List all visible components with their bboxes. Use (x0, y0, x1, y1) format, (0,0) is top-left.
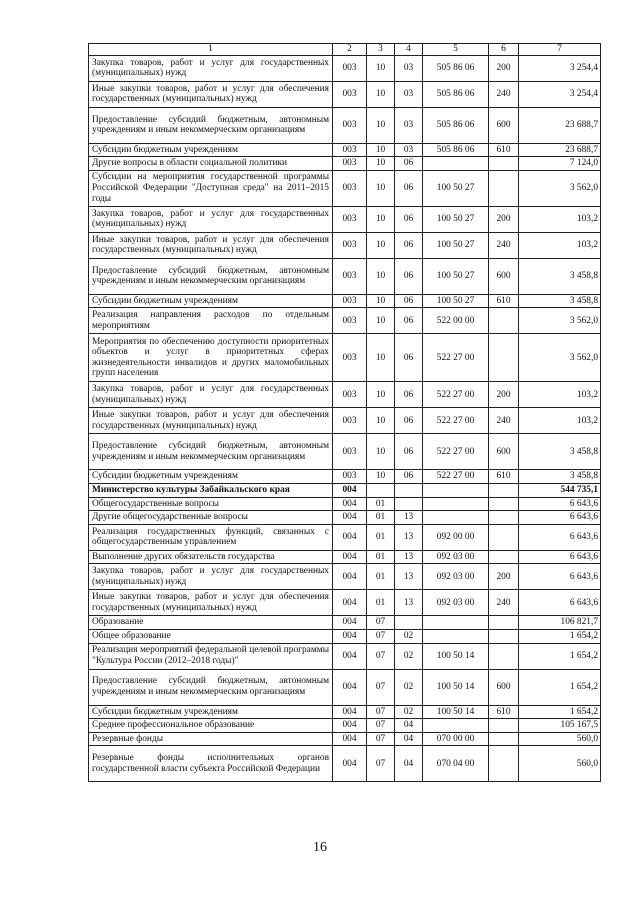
expense-type-code (489, 334, 519, 382)
subsection-code (395, 483, 423, 497)
row-name: Закупка товаров, работ и услуг для государственных (муниципальных) нужд (89, 55, 333, 81)
section-code (367, 483, 395, 497)
amount: 7 124,0 (519, 157, 601, 171)
ministry-code: 003 (333, 434, 367, 470)
expense-type-code: 240 (489, 232, 519, 258)
target-article-code: 092 03 00 (423, 550, 489, 564)
section-code: 07 (367, 643, 395, 669)
target-article-code: 100 50 14 (423, 643, 489, 669)
amount: 3 458,8 (519, 470, 601, 484)
amount: 1 654,2 (519, 643, 601, 669)
amount: 23 688,7 (519, 143, 601, 157)
row-name: Иные закупки товаров, работ и услуг для обеспечения государственных (муниципальных) нужд (89, 81, 333, 107)
section-code: 07 (367, 616, 395, 630)
target-article-code: 505 86 06 (423, 55, 489, 81)
subsection-code: 13 (395, 511, 423, 525)
ministry-code: 003 (333, 143, 367, 157)
amount: 560,0 (519, 732, 601, 746)
row-name: Предоставление субсидий бюджетным, автономным учреждениям и иным некоммерческим организациям (89, 258, 333, 294)
section-code: 10 (367, 157, 395, 171)
table-row (89, 434, 601, 470)
amount: 1 654,2 (519, 705, 601, 719)
table-row (89, 408, 601, 434)
expense-type-code (489, 746, 519, 782)
amount: 103,2 (519, 408, 601, 434)
table-row (89, 669, 601, 705)
amount: 1 654,2 (519, 669, 601, 705)
expense-type-code (489, 524, 519, 550)
expense-type-code (489, 643, 519, 669)
ministry-code: 003 (333, 408, 367, 434)
subsection-code: 06 (395, 408, 423, 434)
expense-type-code: 600 (489, 434, 519, 470)
table-row (89, 55, 601, 81)
row-name: Закупка товаров, работ и услуг для государственных (муниципальных) нужд (89, 206, 333, 232)
amount: 106 821,7 (519, 616, 601, 630)
section-code: 10 (367, 81, 395, 107)
table-row (89, 746, 601, 782)
expense-type-code: 600 (489, 107, 519, 143)
subsection-code: 03 (395, 143, 423, 157)
target-article-code: 100 50 27 (423, 206, 489, 232)
page-number: 16 (313, 840, 327, 855)
row-name: Закупка товаров, работ и услуг для государственных (муниципальных) нужд (89, 382, 333, 408)
budget-table (88, 43, 601, 782)
section-code: 10 (367, 470, 395, 484)
ministry-code: 004 (333, 705, 367, 719)
table-row (89, 550, 601, 564)
section-code: 10 (367, 382, 395, 408)
target-article-code (423, 483, 489, 497)
ministry-code: 003 (333, 206, 367, 232)
row-name: Иные закупки товаров, работ и услуг для обеспечения государственных (муниципальных) нужд (89, 232, 333, 258)
target-article-code: 522 27 00 (423, 434, 489, 470)
table-row (89, 308, 601, 334)
ministry-code: 004 (333, 732, 367, 746)
subsection-code: 06 (395, 308, 423, 334)
section-code: 10 (367, 408, 395, 434)
section-code: 10 (367, 434, 395, 470)
column-header-7: 7 (519, 44, 601, 56)
target-article-code (423, 511, 489, 525)
table-row (89, 81, 601, 107)
row-name: Субсидии бюджетным учреждениям (89, 294, 333, 308)
row-name: Реализация мероприятий федеральной целевой программы "Культура России (2012–2018 годы)" (89, 643, 333, 669)
amount: 3 562,0 (519, 170, 601, 206)
expense-type-code: 200 (489, 564, 519, 590)
subsection-code: 06 (395, 258, 423, 294)
amount: 1 654,2 (519, 629, 601, 643)
section-code: 10 (367, 170, 395, 206)
row-name: Закупка товаров, работ и услуг для государственных (муниципальных) нужд (89, 564, 333, 590)
row-name: Министерство культуры Забайкальского края (89, 483, 333, 497)
section-code: 10 (367, 294, 395, 308)
column-header-5: 5 (423, 44, 489, 56)
section-code: 01 (367, 550, 395, 564)
expense-type-code: 200 (489, 206, 519, 232)
expense-type-code: 610 (489, 470, 519, 484)
table-row (89, 511, 601, 525)
target-article-code: 522 27 00 (423, 470, 489, 484)
subsection-code: 04 (395, 732, 423, 746)
section-code: 07 (367, 746, 395, 782)
subsection-code: 13 (395, 550, 423, 564)
subsection-code: 06 (395, 170, 423, 206)
ministry-code: 004 (333, 669, 367, 705)
row-name: Предоставление субсидий бюджетным, автономным учреждениям и иным некоммерческим организациям (89, 107, 333, 143)
ministry-code: 004 (333, 511, 367, 525)
expense-type-code (489, 308, 519, 334)
expense-type-code (489, 483, 519, 497)
subsection-code: 03 (395, 107, 423, 143)
row-name: Субсидии бюджетным учреждениям (89, 705, 333, 719)
target-article-code (423, 616, 489, 630)
section-code: 10 (367, 206, 395, 232)
ministry-code: 004 (333, 550, 367, 564)
table-row (89, 157, 601, 171)
target-article-code: 092 03 00 (423, 590, 489, 616)
table-row (89, 232, 601, 258)
column-header-3: 3 (367, 44, 395, 56)
amount: 6 643,6 (519, 564, 601, 590)
ministry-code: 003 (333, 382, 367, 408)
column-header-6: 6 (489, 44, 519, 56)
section-code: 07 (367, 732, 395, 746)
section-code: 10 (367, 232, 395, 258)
target-article-code: 522 27 00 (423, 334, 489, 382)
subsection-code: 13 (395, 564, 423, 590)
amount: 6 643,6 (519, 550, 601, 564)
subsection-code (395, 616, 423, 630)
ministry-code: 003 (333, 470, 367, 484)
target-article-code: 100 50 27 (423, 258, 489, 294)
table-row (89, 629, 601, 643)
subsection-code: 06 (395, 294, 423, 308)
column-header-2: 2 (333, 44, 367, 56)
subsection-code: 04 (395, 719, 423, 733)
section-code: 10 (367, 308, 395, 334)
amount: 6 643,6 (519, 497, 601, 511)
ministry-code: 003 (333, 294, 367, 308)
expense-type-code: 200 (489, 55, 519, 81)
section-code: 10 (367, 55, 395, 81)
section-code: 01 (367, 524, 395, 550)
row-name: Субсидии бюджетным учреждениям (89, 470, 333, 484)
section-code: 01 (367, 564, 395, 590)
ministry-code: 004 (333, 719, 367, 733)
row-name: Образование (89, 616, 333, 630)
target-article-code: 522 27 00 (423, 408, 489, 434)
subsection-code: 13 (395, 590, 423, 616)
table-row (89, 705, 601, 719)
table-row (89, 107, 601, 143)
table-row (89, 143, 601, 157)
expense-type-code (489, 629, 519, 643)
target-article-code: 092 00 00 (423, 524, 489, 550)
ministry-code: 003 (333, 232, 367, 258)
expense-type-code (489, 170, 519, 206)
ministry-code: 004 (333, 564, 367, 590)
target-article-code: 070 04 00 (423, 746, 489, 782)
row-name: Реализация государственных функций, связанных с общегосударственным управлением (89, 524, 333, 550)
expense-type-code: 600 (489, 669, 519, 705)
table-row (89, 616, 601, 630)
target-article-code: 100 50 27 (423, 170, 489, 206)
amount: 103,2 (519, 232, 601, 258)
ministry-code: 004 (333, 483, 367, 497)
expense-type-code (489, 732, 519, 746)
section-code: 07 (367, 629, 395, 643)
ministry-code: 004 (333, 524, 367, 550)
subsection-code: 06 (395, 382, 423, 408)
table-row (89, 732, 601, 746)
ministry-code: 004 (333, 629, 367, 643)
row-name: Выполнение других обязательств государства (89, 550, 333, 564)
table-row (89, 258, 601, 294)
subsection-code: 03 (395, 55, 423, 81)
amount: 6 643,6 (519, 524, 601, 550)
row-name: Другие вопросы в области социальной политики (89, 157, 333, 171)
table-row (89, 524, 601, 550)
section-code: 01 (367, 590, 395, 616)
table-row (89, 294, 601, 308)
amount: 3 254,4 (519, 81, 601, 107)
amount: 3 562,0 (519, 308, 601, 334)
target-article-code: 505 86 06 (423, 81, 489, 107)
row-name: Резервные фонды (89, 732, 333, 746)
ministry-code: 004 (333, 590, 367, 616)
ministry-code: 004 (333, 746, 367, 782)
row-name: Мероприятия по обеспечению доступности приоритетных объектов и услуг в приоритетных сферах жизнедеятельности инвалидов и других маломобильных групп населения (89, 334, 333, 382)
expense-type-code: 240 (489, 408, 519, 434)
target-article-code (423, 719, 489, 733)
row-name: Среднее профессиональное образование (89, 719, 333, 733)
expense-type-code (489, 616, 519, 630)
subsection-code: 06 (395, 334, 423, 382)
column-header-1: 1 (89, 44, 333, 56)
row-name: Иные закупки товаров, работ и услуг для обеспечения государственных (муниципальных) нужд (89, 408, 333, 434)
section-code: 01 (367, 511, 395, 525)
table-row (89, 206, 601, 232)
amount: 3 458,8 (519, 434, 601, 470)
subsection-code: 06 (395, 232, 423, 258)
ministry-code: 003 (333, 334, 367, 382)
table-row (89, 719, 601, 733)
subsection-code: 06 (395, 434, 423, 470)
ministry-code: 003 (333, 81, 367, 107)
amount: 3 562,0 (519, 334, 601, 382)
target-article-code: 100 50 27 (423, 232, 489, 258)
target-article-code: 522 00 00 (423, 308, 489, 334)
section-code: 07 (367, 719, 395, 733)
amount: 560,0 (519, 746, 601, 782)
target-article-code: 522 27 00 (423, 382, 489, 408)
table-row (89, 643, 601, 669)
expense-type-code: 600 (489, 258, 519, 294)
amount: 3 254,4 (519, 55, 601, 81)
amount: 6 643,6 (519, 511, 601, 525)
row-name: Другие общегосударственные вопросы (89, 511, 333, 525)
section-code: 10 (367, 143, 395, 157)
expense-type-code: 610 (489, 294, 519, 308)
expense-type-code (489, 511, 519, 525)
target-article-code (423, 629, 489, 643)
table-row (89, 334, 601, 382)
table-row (89, 170, 601, 206)
subsection-code (395, 497, 423, 511)
table-body (89, 55, 601, 782)
row-name: Иные закупки товаров, работ и услуг для обеспечения государственных (муниципальных) нужд (89, 590, 333, 616)
section-code: 10 (367, 258, 395, 294)
target-article-code: 070 00 00 (423, 732, 489, 746)
section-code: 01 (367, 497, 395, 511)
subsection-code: 02 (395, 629, 423, 643)
expense-type-code (489, 550, 519, 564)
subsection-code: 06 (395, 157, 423, 171)
subsection-code: 02 (395, 669, 423, 705)
amount: 23 688,7 (519, 107, 601, 143)
target-article-code: 100 50 14 (423, 705, 489, 719)
ministry-code: 004 (333, 643, 367, 669)
table-row (89, 564, 601, 590)
expense-type-code (489, 497, 519, 511)
ministry-code: 004 (333, 616, 367, 630)
section-code: 07 (367, 669, 395, 705)
table-row (89, 382, 601, 408)
table-row (89, 470, 601, 484)
expense-type-code: 240 (489, 81, 519, 107)
target-article-code: 092 03 00 (423, 564, 489, 590)
target-article-code: 100 50 14 (423, 669, 489, 705)
amount: 544 735,1 (519, 483, 601, 497)
ministry-code: 003 (333, 107, 367, 143)
ministry-code: 003 (333, 170, 367, 206)
row-name: Субсидии на мероприятия государственной программы Российской Федерации "Доступная среда" на 2011–2015 годы (89, 170, 333, 206)
row-name: Субсидии бюджетным учреждениям (89, 143, 333, 157)
subsection-code: 04 (395, 746, 423, 782)
ministry-code: 004 (333, 497, 367, 511)
table-row (89, 590, 601, 616)
subsection-code: 13 (395, 524, 423, 550)
subsection-code: 02 (395, 705, 423, 719)
target-article-code (423, 157, 489, 171)
expense-type-code: 610 (489, 143, 519, 157)
amount: 6 643,6 (519, 590, 601, 616)
subsection-code: 03 (395, 81, 423, 107)
amount: 3 458,8 (519, 258, 601, 294)
row-name: Общее образование (89, 629, 333, 643)
section-code: 10 (367, 334, 395, 382)
expense-type-code: 240 (489, 590, 519, 616)
ministry-code: 003 (333, 258, 367, 294)
header-row (89, 44, 601, 56)
subsection-code: 06 (395, 470, 423, 484)
expense-type-code: 610 (489, 705, 519, 719)
row-name: Предоставление субсидий бюджетным, автономным учреждениям и иным некоммерческим организациям (89, 669, 333, 705)
row-name: Общегосударственные вопросы (89, 497, 333, 511)
target-article-code: 100 50 27 (423, 294, 489, 308)
ministry-code: 003 (333, 55, 367, 81)
amount: 103,2 (519, 206, 601, 232)
ministry-code: 003 (333, 157, 367, 171)
row-name: Реализация направления расходов по отдельным мероприятиям (89, 308, 333, 334)
table-row (89, 483, 601, 497)
row-name: Резервные фонды исполнительных органов государственной власти субъекта Российской Федерации (89, 746, 333, 782)
section-code: 07 (367, 705, 395, 719)
expense-type-code: 200 (489, 382, 519, 408)
target-article-code (423, 497, 489, 511)
amount: 3 458,8 (519, 294, 601, 308)
amount: 103,2 (519, 382, 601, 408)
amount: 105 167,5 (519, 719, 601, 733)
subsection-code: 06 (395, 206, 423, 232)
target-article-code: 505 86 06 (423, 143, 489, 157)
column-header-4: 4 (395, 44, 423, 56)
section-code: 10 (367, 107, 395, 143)
expense-type-code (489, 157, 519, 171)
expense-type-code (489, 719, 519, 733)
subsection-code: 02 (395, 643, 423, 669)
ministry-code: 003 (333, 308, 367, 334)
table-row (89, 497, 601, 511)
row-name: Предоставление субсидий бюджетным, автономным учреждениям и иным некоммерческим организациям (89, 434, 333, 470)
target-article-code: 505 86 06 (423, 107, 489, 143)
